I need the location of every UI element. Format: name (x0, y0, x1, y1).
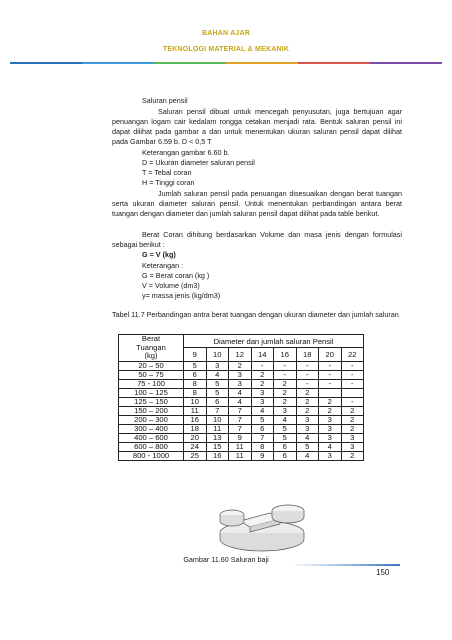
table-row (119, 370, 364, 379)
channel-count: 6 (274, 442, 297, 451)
row-header (119, 335, 184, 362)
channel-count: 5 (296, 442, 319, 451)
channel-count: 3 (296, 415, 319, 424)
weight-range: 75 - 100 (119, 379, 184, 388)
channel-count: 3 (319, 433, 342, 442)
paragraph-2: Jumlah saluran pensil pada penuangan disesuaikan dengan berat tuangan serta ukuran diameter saluran pensil. Untuk menentukan perbandingan antara berat tuangan dengan diameter dan jumlah saluran pensil dapat dilihat pada table berikut. (112, 189, 402, 219)
channel-count: 11 (229, 442, 252, 451)
channel-count: 13 (206, 433, 229, 442)
channel-count: 24 (184, 442, 207, 451)
channel-count: 16 (206, 451, 229, 460)
channel-count: 6 (184, 370, 207, 379)
channel-count: 25 (184, 451, 207, 460)
channel-count: 2 (341, 406, 364, 415)
weight-range: 150 – 200 (119, 406, 184, 415)
section-heading: Saluran pensil (142, 96, 188, 105)
channel-count: 7 (229, 415, 252, 424)
channel-count: - (341, 379, 364, 388)
channel-count: 4 (274, 415, 297, 424)
diameter-header: 9 (184, 348, 207, 361)
table-row (119, 397, 364, 406)
header-title: BAHAN AJAR (201, 30, 251, 37)
diameter-header: 12 (229, 348, 252, 361)
paragraph-3: Berat Coran dihitung berdasarkan Volume dan masa jenis dengan formulasi sebagai berikut : (112, 230, 402, 250)
channel-count: - (296, 361, 319, 370)
channel-count: 5 (206, 379, 229, 388)
row-header-line3: (kg) (144, 351, 158, 360)
channel-count: 15 (206, 442, 229, 451)
header-color-bar (10, 62, 442, 64)
channel-count: 4 (229, 397, 252, 406)
channel-count: 7 (251, 433, 274, 442)
def-t: T = Tebal coran (142, 168, 192, 177)
channel-count: - (341, 370, 364, 379)
channel-count: 2 (319, 397, 342, 406)
channel-count: 3 (319, 451, 342, 460)
paragraph-1: Saluran pensil dibuat untuk mencegah penyusutan, juga bertujuan agar penuangan logam cair kedalam rongga cetakan menjadi rata. Bentuk saluran pensil ini dapat dilihat pada gambar a dan untuk menentukan ukuran saluran pensil dapat dilihat pada Gambar 6.59 b. D < 0,5 T (112, 107, 402, 147)
channel-count: 20 (184, 433, 207, 442)
channel-count: - (341, 397, 364, 406)
def-h: H = Tinggi coran (142, 178, 195, 187)
channel-count: 3 (206, 361, 229, 370)
channel-count: - (319, 370, 342, 379)
channel-count: 3 (251, 388, 274, 397)
weight-range: 400 – 600 (119, 433, 184, 442)
table-row (119, 451, 364, 460)
channel-count: 5 (274, 424, 297, 433)
channel-count: 2 (274, 397, 297, 406)
diameter-header: 14 (251, 348, 274, 361)
table-row (119, 388, 364, 397)
channel-count: 5 (206, 388, 229, 397)
header-subtitle: TEKNOLOGI MATERIAL & MEKANIK (162, 46, 290, 53)
channel-count: 4 (206, 370, 229, 379)
channel-count: 10 (206, 415, 229, 424)
channel-count: 3 (274, 406, 297, 415)
channel-count: 2 (251, 379, 274, 388)
formula: G = V (kg) (142, 250, 176, 259)
page-footer-line (290, 564, 400, 566)
channel-count: 7 (229, 406, 252, 415)
diameter-header: 20 (319, 348, 342, 361)
channel-count: 2 (296, 397, 319, 406)
channel-count: 9 (251, 451, 274, 460)
channel-count: - (296, 370, 319, 379)
channel-count: 6 (206, 397, 229, 406)
channel-count: 2 (341, 424, 364, 433)
channel-count: 4 (319, 442, 342, 451)
weight-range: 50 – 75 (119, 370, 184, 379)
page-number: 150 (376, 568, 390, 577)
channel-count: 11 (229, 451, 252, 460)
channel-count: 2 (251, 370, 274, 379)
channel-count: 3 (341, 433, 364, 442)
channel-count: 18 (184, 424, 207, 433)
saluran-baji-illustration (210, 495, 310, 553)
channel-count: 4 (251, 406, 274, 415)
weight-range: 200 – 300 (119, 415, 184, 424)
diameter-header: 16 (274, 348, 297, 361)
weight-range: 300 – 400 (119, 424, 184, 433)
channel-count: - (341, 361, 364, 370)
table-row (119, 442, 364, 451)
channel-count: 2 (274, 388, 297, 397)
channel-count (341, 388, 364, 397)
ratio-table (118, 334, 364, 461)
diameter-header: 18 (296, 348, 319, 361)
channel-count: 11 (184, 406, 207, 415)
channel-count: - (274, 370, 297, 379)
channel-count: 2 (229, 361, 252, 370)
channel-count: 2 (341, 415, 364, 424)
diameter-header: 10 (206, 348, 229, 361)
channel-count: 2 (319, 406, 342, 415)
weight-range: 125 – 150 (119, 397, 184, 406)
keterangan-label: Keterangan : (142, 261, 184, 270)
channel-count: 6 (274, 451, 297, 460)
channel-count: 5 (251, 415, 274, 424)
table-row (119, 379, 364, 388)
channel-count: 4 (296, 451, 319, 460)
table-caption: Tabel 11.7 Perbandingan antra berat tuangan dengan ukuran diameter dan jumlah saluran (112, 310, 399, 319)
channel-count: - (319, 379, 342, 388)
channel-count: 7 (229, 424, 252, 433)
table-row (119, 424, 364, 433)
channel-count: 4 (229, 388, 252, 397)
table-row (119, 415, 364, 424)
table-row (119, 361, 364, 370)
channel-count: 16 (184, 415, 207, 424)
channel-count: 11 (206, 424, 229, 433)
channel-count: 9 (229, 433, 252, 442)
keterangan-gambar: Keterangan gambar 6.60 b. (142, 148, 230, 157)
def-d: D = Ukuran diameter saluran pensil (142, 158, 255, 167)
channel-count: 5 (274, 433, 297, 442)
weight-range: 600 – 800 (119, 442, 184, 451)
group-header: Diameter dan jumlah saluran Pensil (184, 335, 364, 348)
channel-count: 8 (251, 442, 274, 451)
channel-count: 3 (229, 379, 252, 388)
def-y: y= massa jenis (kg/dm3) (142, 291, 221, 300)
channel-count (319, 388, 342, 397)
channel-count: 3 (296, 424, 319, 433)
channel-count: 2 (296, 388, 319, 397)
weight-range: 100 – 125 (119, 388, 184, 397)
channel-count: 4 (296, 433, 319, 442)
diameter-header: 22 (341, 348, 364, 361)
channel-count: 2 (296, 406, 319, 415)
figure-caption: Gambar 11.60 Saluran baji (183, 555, 269, 564)
channel-count: 3 (341, 442, 364, 451)
channel-count: 8 (184, 388, 207, 397)
def-g: G = Berat coran (kg ) (142, 271, 210, 280)
channel-count: - (296, 379, 319, 388)
channel-count: 3 (251, 397, 274, 406)
def-v: V = Volume (dm3) (142, 281, 200, 290)
weight-range: 800 - 1000 (119, 451, 184, 460)
weight-range: 20 – 50 (119, 361, 184, 370)
channel-count: - (319, 361, 342, 370)
channel-count: - (251, 361, 274, 370)
channel-count: 8 (184, 379, 207, 388)
table-row (119, 406, 364, 415)
table-body (119, 361, 364, 460)
channel-count: 3 (229, 370, 252, 379)
channel-count: - (274, 361, 297, 370)
channel-count: 3 (319, 424, 342, 433)
channel-count: 6 (251, 424, 274, 433)
row-header-line1: Berat (141, 334, 161, 343)
channel-count: 2 (274, 379, 297, 388)
channel-count: 5 (184, 361, 207, 370)
channel-count: 3 (319, 415, 342, 424)
table-row (119, 433, 364, 442)
row-header-line2: Tuangan (136, 342, 166, 352)
channel-count: 10 (184, 397, 207, 406)
channel-count: 7 (206, 406, 229, 415)
channel-count: 2 (341, 451, 364, 460)
